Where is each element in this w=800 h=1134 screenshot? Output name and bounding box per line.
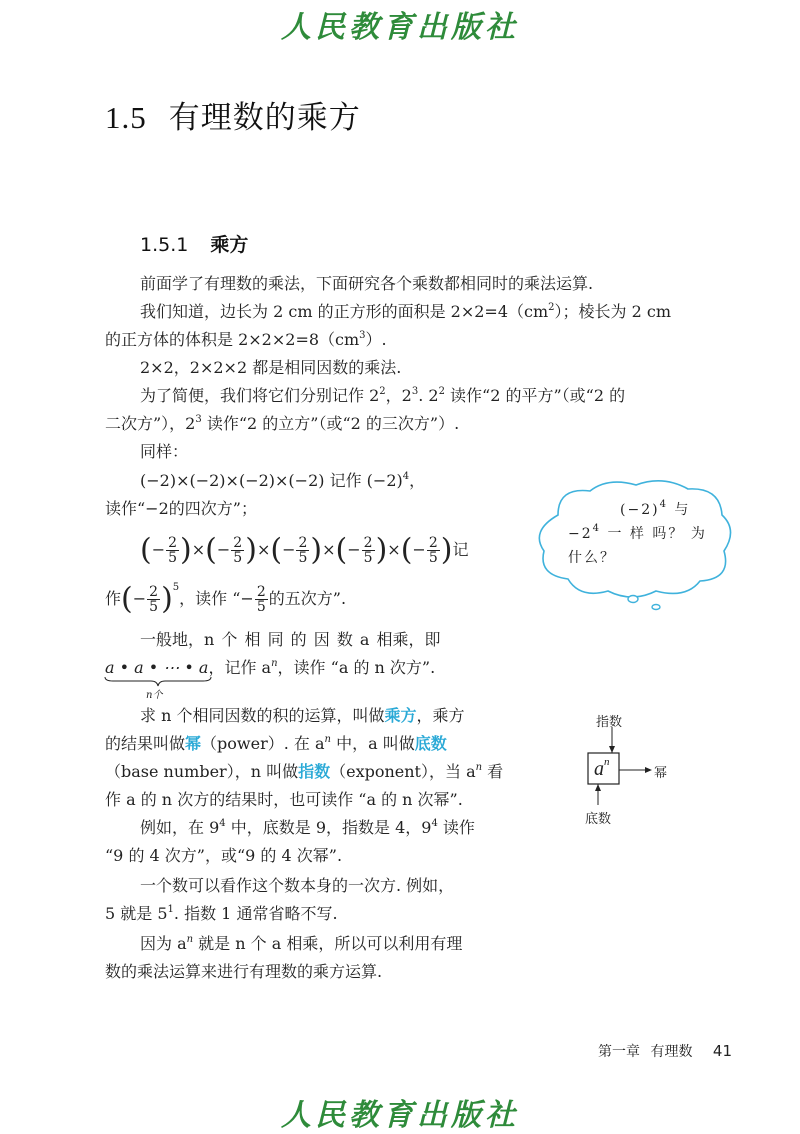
paragraph-area-volume-2: 的正方体的体积是 $2\times 2\times 2=8(cm^3)$.	[105, 330, 387, 349]
page-footer	[598, 1041, 732, 1061]
fraction: $\frac{2}{5}$	[298, 535, 308, 566]
paragraph-notation-1: 为了简便，我们将它们分别记作 $2^2$，$2^3$. $2^2$ 读作“2 的平方”（或“2 的	[140, 386, 626, 405]
section-number: 1.5	[105, 100, 147, 135]
subsection-title-text: 乘方	[210, 234, 249, 256]
definition-line3: （base number），n 叫做指数（exponent），当 $a^n$ 看	[105, 762, 504, 781]
definition-line2: 的结果叫做幂（power）. 在 $a^n$ 中，a 叫做底数	[105, 734, 447, 753]
fraction: $\frac{2}{5}$	[256, 584, 266, 615]
example-fraction-product: (− $\frac{2}{5}$ )×(− $\frac{2}{5}$ )×(− $\frac{2}{5}$ )×(− $\frac{2}{5}$ )×(− $\frac{2}{5}$ )记	[140, 532, 469, 568]
definition-line4: 作 a 的 n 次方的结果时，也可读作 “a 的 n 次幂”.	[105, 790, 463, 809]
section-title-text: 有理数的乘方	[168, 100, 361, 136]
fraction: $\frac{2}{5}$	[233, 535, 243, 566]
fraction: $\frac{2}{5}$	[428, 535, 438, 566]
subsection-number: 1.5.1	[140, 234, 189, 256]
paragraph-intro: 前面学了有理数的乘法，下面研究各个乘数都相同时的乘法运算.	[140, 274, 594, 293]
paragraph-likewise: 同样：	[140, 442, 189, 461]
closing-line1: 因为 $a^n$ 就是 n 个 a 相乘，所以可以利用有理	[140, 934, 463, 953]
keyword-exponent: 指数	[298, 762, 331, 781]
footer-chapter-title: 有理数	[650, 1044, 693, 1060]
first-power-line2: 5 就是 $5^1$. 指数 1 通常省略不写.	[105, 904, 338, 923]
publisher-logo-top: 人民教育出版社	[281, 10, 519, 45]
fraction: $\frac{2}{5}$	[149, 584, 159, 615]
subsection-title	[140, 230, 248, 257]
underbrace-label: n个	[146, 690, 163, 701]
diagram-label-power: 幂	[654, 766, 668, 781]
page-number: 41	[712, 1042, 732, 1060]
general-nth-power-line1: 一般地，n 个 相 同 的 因 数 a 相乘，即	[140, 630, 441, 649]
section-title	[105, 92, 361, 137]
cloud-question-line2: $-2^4$ 一 样 吗？ 为	[568, 523, 707, 542]
product-expression: a • a • ⋯ • a	[105, 658, 209, 677]
keyword-power-operation: 乘方	[384, 706, 417, 725]
fraction: $\frac{2}{5}$	[168, 535, 178, 566]
diagram-label-exponent: 指数	[596, 715, 623, 730]
cloud-question-line1: $(-2)^4$ 与	[620, 499, 691, 518]
paragraph-notation-2: 二次方”），$2^3$ 读作“2 的立方”（或“2 的三次方”）.	[105, 414, 460, 433]
paragraph-area-volume-1: 我们知道，边长为 2 cm 的正方形的面积是 $2\times 2=4(cm^2)$；棱长为 2 cm	[140, 302, 672, 321]
example-neg2-power-line2: 读作“−2的四次方”；	[105, 499, 257, 518]
general-nth-power-line2: a • a • ⋯ • a，记作 $a^n$，读作 “a 的 n 次方”.	[105, 658, 436, 677]
first-power-line1: 一个数可以看作这个数本身的一次方. 例如，	[140, 876, 455, 895]
cloud-question-line3: 什么？	[568, 550, 616, 566]
closing-line2: 数的乘法运算来进行有理数的乘方运算.	[105, 962, 383, 981]
example-fraction-notation: 作(− $\frac{2}{5}$ )$^5$，读作 “− $\frac{2}{5}$ 的五次方”.	[105, 581, 347, 617]
diagram-base-symbol: $a^n$	[594, 756, 610, 780]
example-nine-line2: “9 的 4 次方”，或“9 的 4 次幂”.	[105, 846, 343, 865]
example-nine-line1: 例如，在 $9^4$ 中，底数是 9，指数是 4，$9^4$ 读作	[140, 818, 475, 837]
keyword-base: 底数	[414, 734, 447, 753]
publisher-logo-bottom: 人民教育出版社	[281, 1098, 519, 1133]
keyword-power: 幂	[185, 734, 202, 753]
footer-chapter: 第一章	[598, 1044, 640, 1060]
definition-line1: 求 n 个相同因数的积的运算，叫做乘方，乘方	[140, 706, 465, 725]
example-neg2-power-line1: (−2)×(−2)×(−2)×(−2) 记作 $(-2)^4$，	[140, 471, 426, 490]
fraction: $\frac{2}{5}$	[363, 535, 373, 566]
diagram-label-base: 底数	[585, 812, 612, 827]
paragraph-same-factors: 2×2，2×2×2 都是相同因数的乘法.	[140, 358, 402, 377]
